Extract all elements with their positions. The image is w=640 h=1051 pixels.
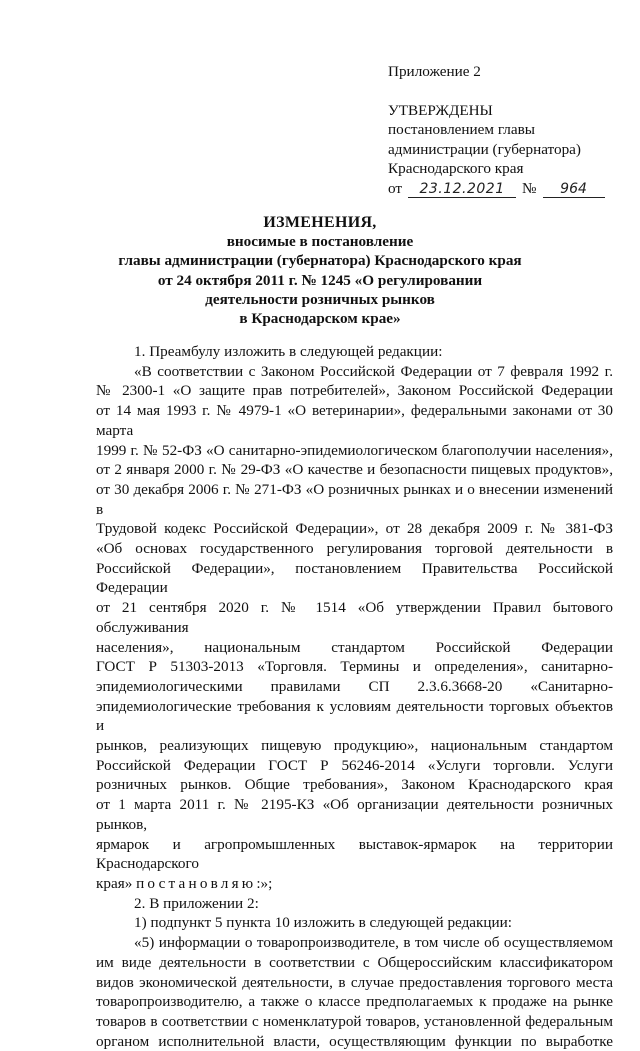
date-prefix: от — [388, 179, 403, 197]
preamble-end-prefix: края» — [96, 874, 137, 892]
preamble-end — [96, 874, 613, 894]
title-line: главы администрации (губернатора) Краснодарского края — [118, 252, 522, 270]
title-line: в Краснодарском крае» — [239, 310, 401, 328]
approved-heading: УТВЕРЖДЕНЫ — [388, 101, 493, 119]
sub-item-1-line: видов экономической деятельности, в случае предоставления торгового места — [96, 973, 613, 991]
preamble-line: от 2 января 2000 г. № 29-ФЗ «О качестве и безопасности пищевых продуктов», — [96, 461, 613, 479]
preamble-line: эпидемиологические требования к условиям деятельности торговых объектов и — [96, 697, 613, 735]
sub-item-1-line: товаров в соответствии с номенклатурой товаров, установленной федеральным — [96, 1012, 613, 1030]
sub-item-1-line: товаропроизводителю, а также о классе предполагаемых к продаже на рынке — [96, 993, 613, 1011]
handwritten-number: 964 — [543, 181, 605, 198]
preamble-line: № 2300-1 «О защите прав потребителей», Законом Российской Федерации — [96, 382, 613, 400]
sub-item-1-line: им виде деятельности в соответствии с Общероссийским классификатором — [96, 953, 613, 971]
number-sign: № — [522, 179, 537, 197]
sub-item-1: 1) подпункт 5 пункта 10 изложить в следующей редакции: — [134, 914, 513, 932]
sub-item-1-line: «5) информации о товаропроизводителе, в том числе об осуществляемом — [134, 934, 613, 952]
document-body — [96, 342, 613, 1051]
preamble-line: розничных рынков. Общие требования», Законом Краснодарского края — [96, 776, 613, 794]
preamble-line: от 21 сентября 2020 г. № 1514 «Об утверждении Правил бытового обслуживания — [96, 599, 613, 636]
preamble-line: населения», национальным стандартом Российской Федерации — [96, 638, 613, 656]
preamble-line: от 1 марта 2011 г. № 2195-КЗ «Об организации деятельности розничных рынков, — [96, 796, 613, 833]
preamble-line: ярмарок и агропромышленных выставок-ярмарок на территории Краснодарского — [96, 835, 613, 873]
preamble-line: эпидемиологическими правилами СП 2.3.6.3668-20 «Санитарно- — [96, 677, 613, 695]
approval-line-3: Краснодарского края — [388, 160, 524, 177]
document-title — [60, 213, 580, 328]
item-2: 2. В приложении 2: — [134, 894, 259, 912]
handwritten-date: 23.12.2021 — [408, 181, 516, 198]
title-line: от 24 октября 2011 г. № 1245 «О регулировании — [157, 271, 483, 289]
approval-block — [388, 62, 618, 198]
preamble-line: Российской Федерации», постановлением Правительства Российской Федерации — [96, 559, 613, 597]
approval-date-line — [388, 179, 618, 199]
preamble-end-suffix: :»; — [256, 874, 273, 892]
preamble-end-spaced: постановляю — [136, 874, 257, 892]
title-line: деятельности розничных рынков — [205, 290, 435, 308]
preamble-line: 1999 г. № 52-ФЗ «О санитарно-эпидемиологическом благополучии населения», — [96, 441, 613, 459]
preamble-line: ГОСТ Р 51303-2013 «Торговля. Термины и определения», санитарно- — [96, 658, 613, 676]
approval-line-1: постановлением главы — [388, 121, 535, 138]
preamble-line: Трудовой кодекс Российской Федерации», от 28 декабря 2009 г. № 381-ФЗ — [96, 520, 613, 538]
preamble-line: рынков, реализующих пищевую продукцию», национальным стандартом — [96, 737, 613, 755]
annex-label: Приложение 2 — [388, 63, 481, 80]
preamble-line: «В соответствии с Законом Российской Федерации от 7 февраля 1992 г. — [134, 362, 613, 380]
title-main: ИЗМЕНЕНИЯ, — [263, 214, 377, 231]
preamble-line: «Об основах государственного регулирования торговой деятельности в — [96, 540, 613, 558]
preamble-line: от 14 мая 1993 г. № 4979-1 «О ветеринарии», федеральными законами от 30 марта — [96, 402, 613, 439]
sub-item-1-line: органом исполнительной власти, осуществляющим функции по выработке — [96, 1032, 613, 1050]
item-1-intro: 1. Преамбулу изложить в следующей редакции: — [134, 343, 443, 360]
title-line: вносимые в постановление — [226, 233, 414, 251]
preamble-line: от 30 декабря 2006 г. № 271-ФЗ «О розничных рынках и о внесении изменений в — [96, 480, 613, 518]
approval-line-2: администрации (губернатора) — [388, 140, 581, 158]
preamble-line: Российской Федерации ГОСТ Р 56246-2014 «Услуги торговли. Услуги — [96, 756, 613, 774]
